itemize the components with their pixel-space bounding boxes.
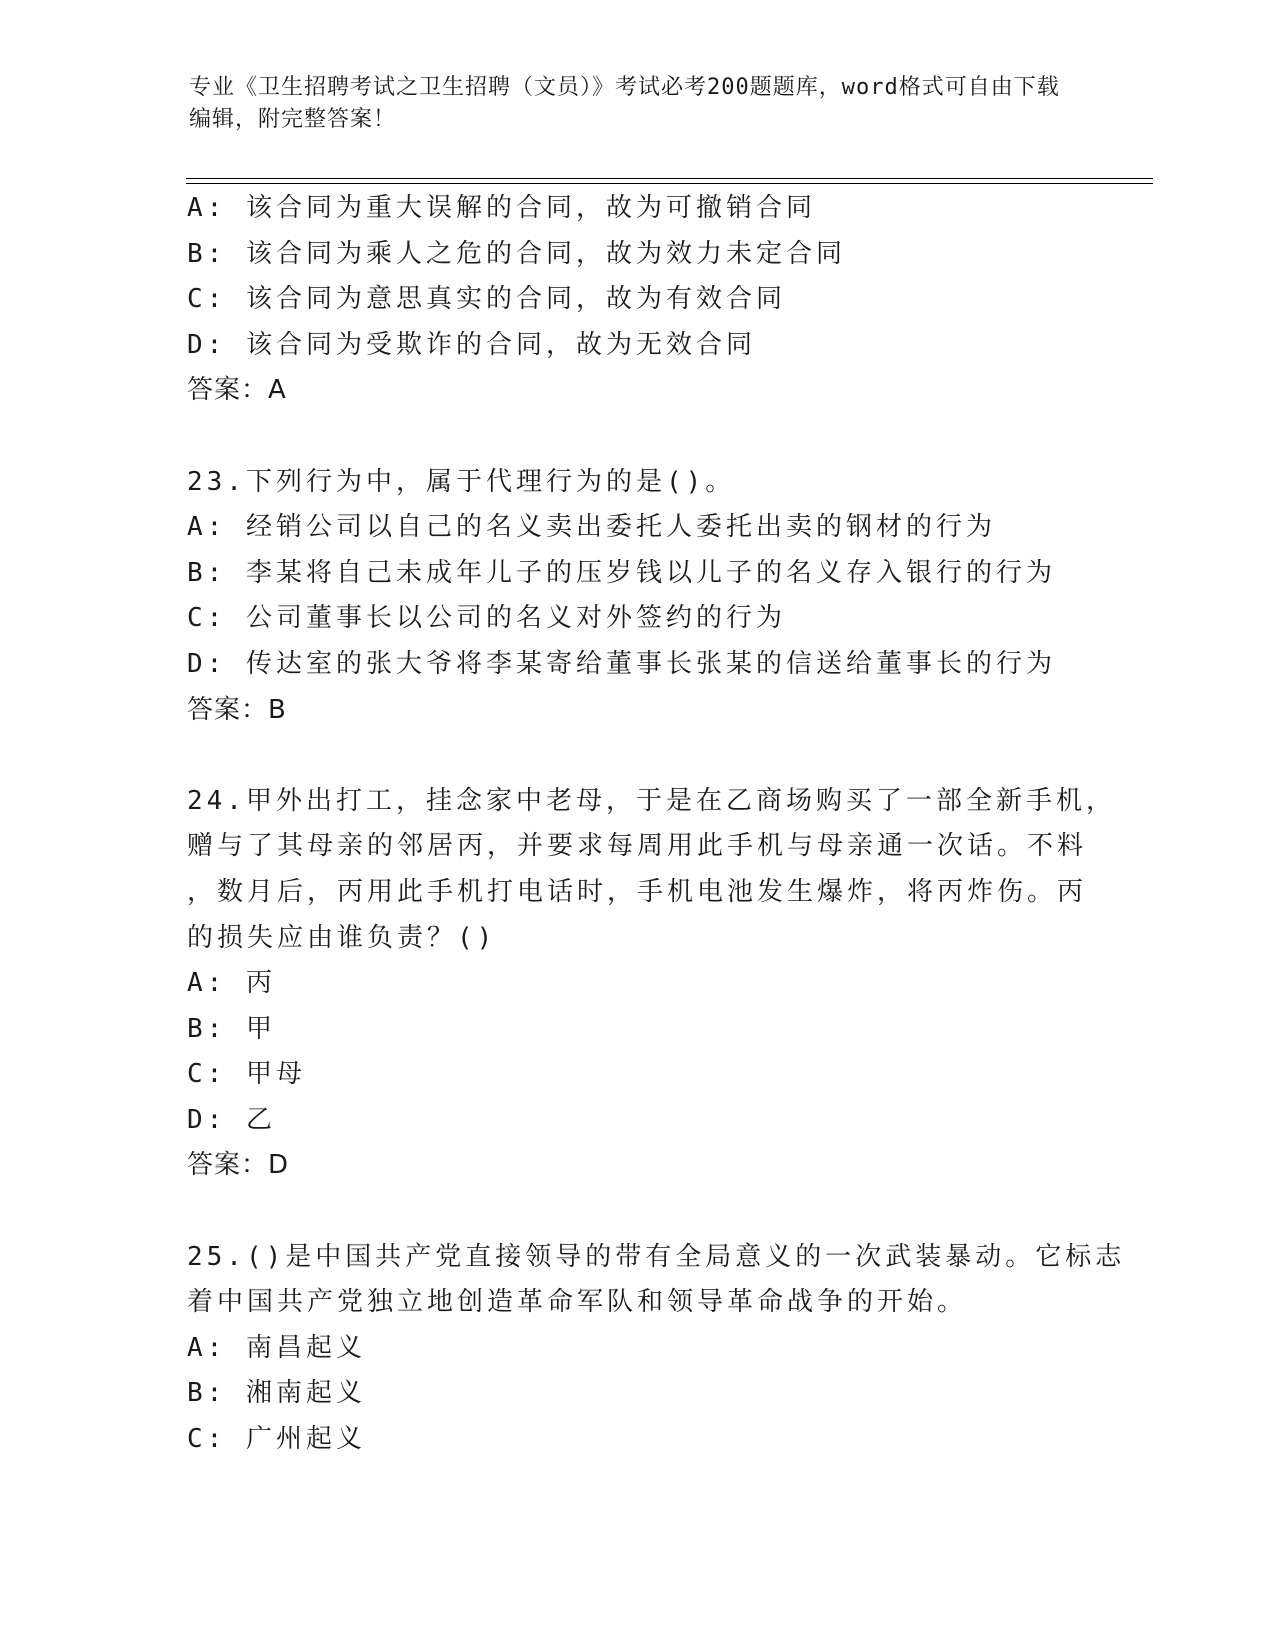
option-d: D: 乙 [187,1104,276,1135]
spacer [187,733,1087,779]
question-24 [187,779,1116,1189]
option-b: B: 甲 [187,1013,276,1044]
question-list [187,186,1126,1463]
question-22 [187,186,1087,414]
question-25 [187,1235,1126,1463]
option-c: C: 广州起义 [187,1424,366,1455]
header-rule-bottom [186,183,1153,184]
option-b: B: 李某将自己未成年儿子的压岁钱以儿子的名义存入银行的行为 [187,557,1056,588]
question-text: 着中国共产党独立地创造革命军队和领导革命战争的开始。 [187,1287,968,1318]
option-a: A: 丙 [187,968,276,999]
option-a: A: 南昌起义 [187,1332,366,1363]
option-a: A: 该合同为重大误解的合同，故为可撤销合同 [187,193,816,223]
question-text: 23.下列行为中，属于代理行为的是()。 [187,466,736,497]
option-a: A: 经销公司以自己的名义卖出委托人委托出卖的钢材的行为 [187,512,996,543]
question-text: 25.()是中国共产党直接领导的带有全局意义的一次武装暴动。它标志 [187,1241,1126,1272]
answer-line: 答案：D [187,1150,290,1181]
answer-line: 答案：B [187,694,287,725]
question-text: ，数月后，丙用此手机打电话时，手机电池发生爆炸，将丙炸伤。丙 [187,876,1088,907]
question-23 [187,460,1087,734]
spacer [187,1189,1087,1235]
answer-line: 答案：A [187,375,287,406]
option-c: C: 公司董事长以公司的名义对外签约的行为 [187,603,786,634]
spacer [187,414,1087,460]
question-text: 24.甲外出打工，挂念家中老母，于是在乙商场购买了一部全新手机， [187,785,1116,816]
option-c: C: 该合同为意思真实的合同，故为有效合同 [187,284,786,315]
option-c: C: 甲母 [187,1059,306,1090]
option-b: B: 该合同为乘人之危的合同，故为效力未定合同 [187,238,846,269]
header-rule-top [186,178,1153,179]
option-d: D: 该合同为受欺诈的合同，故为无效合同 [187,329,756,360]
document-header: 专业《卫生招聘考试之卫生招聘（文员）》考试必考200题题库，word格式可自由下载编辑，附完整答案！ [189,75,1060,132]
question-text: 的损失应由谁负责？() [187,922,497,953]
option-b: B: 湘南起义 [187,1378,366,1409]
option-d: D: 传达室的张大爷将李某寄给董事长张某的信送给董事长的行为 [187,648,1056,679]
question-text: 赠与了其母亲的邻居丙，并要求每周用此手机与母亲通一次话。不料 [187,831,1088,862]
